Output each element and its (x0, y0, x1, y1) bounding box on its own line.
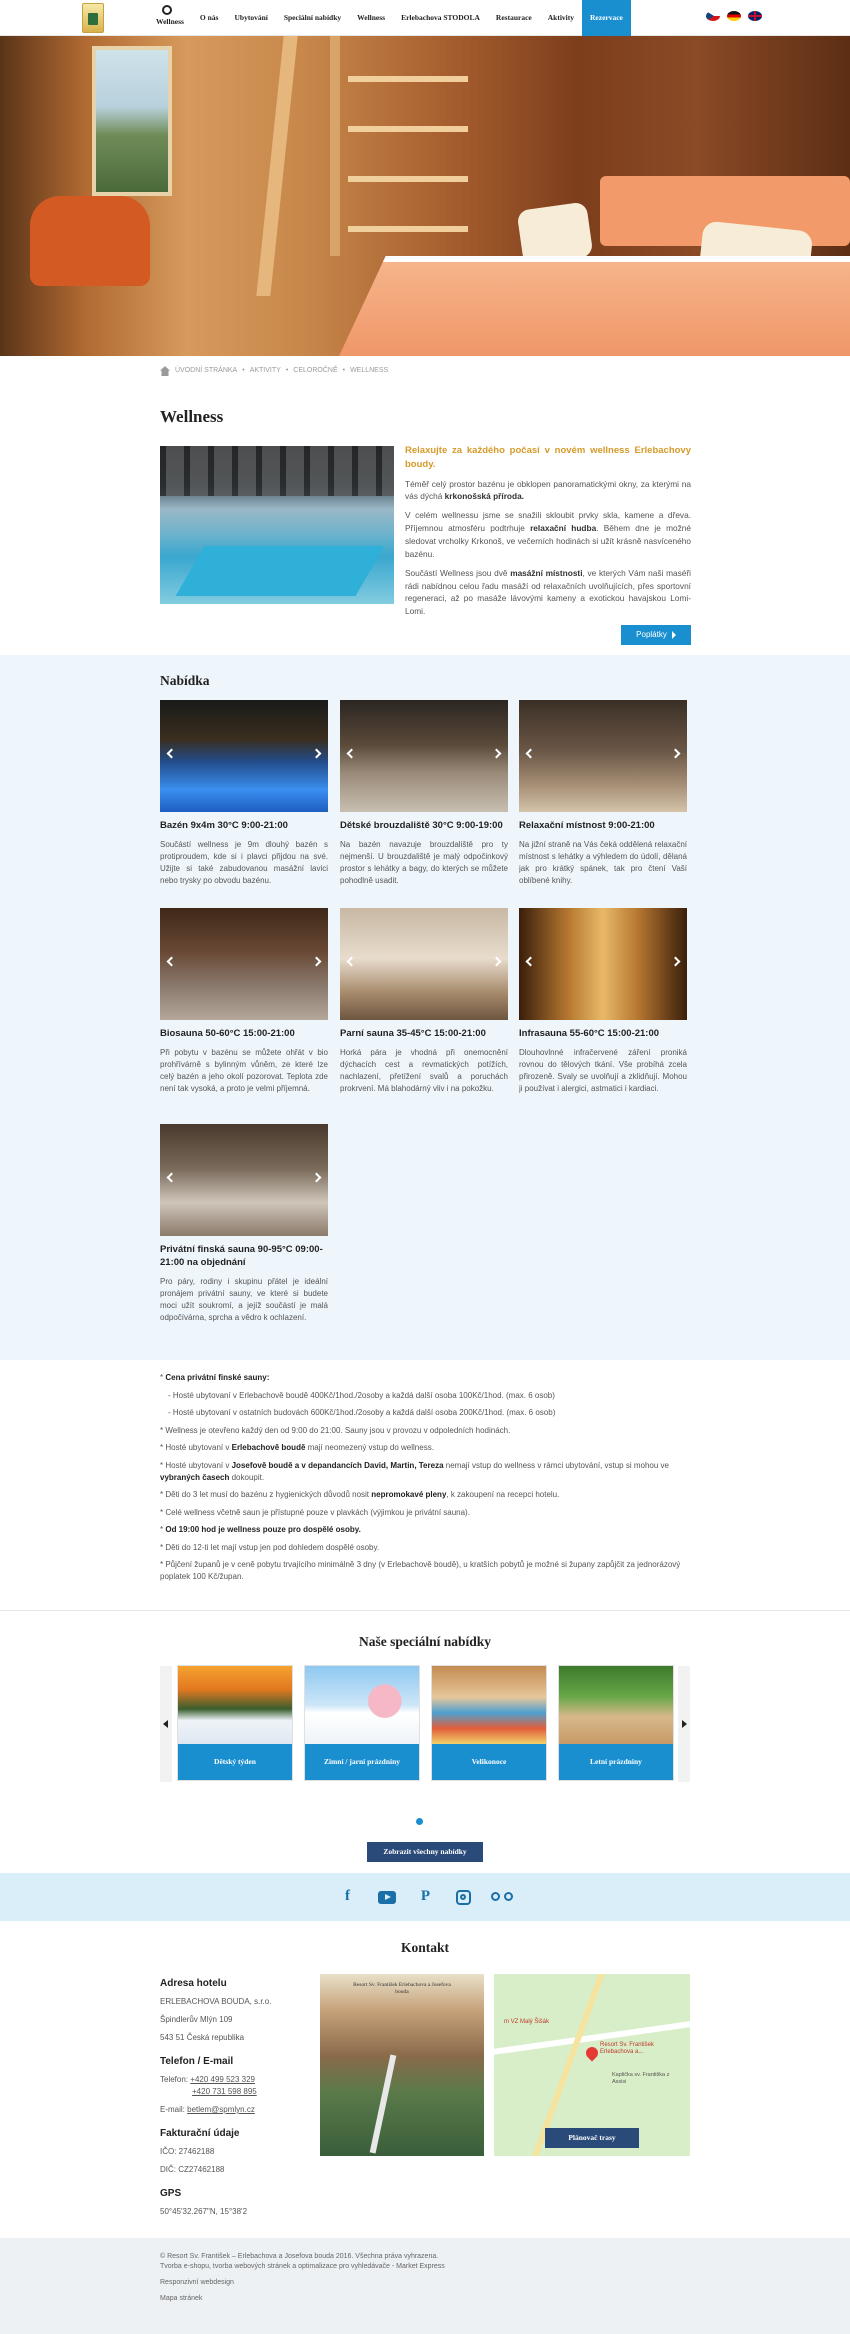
special-offer-summer-holidays[interactable]: Letní prázdniny (559, 1666, 673, 1780)
social-bar (0, 1873, 850, 1921)
breadcrumb-current: WELLNESS (350, 367, 389, 374)
offer-photo (432, 1666, 546, 1744)
breadcrumb-activities[interactable]: AKTIVITY (249, 367, 281, 374)
offer-card-relax-room: Relaxační místnost 9:00-21:00 Na jižní straně na Vás čeká oddělená relaxační místnost s lehátky a výhledem do údolí, dělaná jak pro krátký spánek, tak pro čtení Vaší oblíbené knihy. (519, 700, 687, 887)
fees-button[interactable]: Poplátky (621, 625, 691, 645)
chevron-left-icon[interactable] (526, 957, 536, 967)
breadcrumb-year-round[interactable]: CELOROČNĚ (293, 367, 338, 374)
breadcrumb-home[interactable]: ÚVODNÍ STRÁNKA (175, 367, 238, 374)
offer-card-biosauna: Biosauna 50-60°C 15:00-21:00 Při pobytu v bazénu se můžete ohřát v bio prohřívárně s bylinným vůněm, ze které lze celý bazén a jeho okolí pozorovat. Teplota zde není tak vysoká, a proto je velmi příjemná. (160, 908, 328, 1095)
header (0, 0, 850, 36)
intro-lead: Relaxujte za každého počasí v novém wellness Erlebachovy boudy. (405, 445, 691, 470)
chevron-right-icon[interactable] (492, 749, 502, 759)
sitemap-link[interactable]: Mapa stránek (160, 2295, 203, 2303)
nav-stodola[interactable]: Erlebachova STODOLA (401, 12, 480, 22)
responsive-link[interactable]: Responzivní webdesign (160, 2279, 234, 2287)
de-flag-icon[interactable] (727, 11, 741, 21)
instagram-icon[interactable] (456, 1890, 471, 1905)
carousel-prev-button[interactable] (160, 1666, 172, 1782)
nav-special-offers[interactable]: Speciální nabídky (283, 12, 342, 22)
offer-photo (178, 1666, 292, 1744)
divider (0, 1610, 850, 1611)
chevron-left-icon[interactable] (347, 957, 357, 967)
chevron-left-icon[interactable] (167, 1173, 177, 1183)
contact-info: Adresa hotelu ERLEBACHOVA BOUDA, s.r.o. Špindlerův Mlýn 109 543 51 Česká republika Telefon / E-mail Telefon: +420 499 523 329 +420 731 598 895 E-mail: betlem@spmlyn.cz Fakturační údaje IČO: 27462188 DIČ: CZ27462188 GPS 50°45'32.267"N, 15°38'2 (160, 1978, 272, 2216)
arrow-right-icon (672, 631, 676, 639)
offer-card-pool: Bazén 9x4m 30°C 9:00-21:00 Součástí wellness je 9m dlouhý bazén s protiproudem, kde si i plavci přijdou na své. Užijte si také zabudovanou masážní lavici nebo trysky po obvodu bazénu. (160, 700, 328, 887)
card-photo (160, 700, 328, 812)
card-photo (519, 908, 687, 1020)
intro-text: Relaxujte za každého počasí v novém wellness Erlebachovy boudy. Téměř celý prostor bazénu je obklopen panoramatickými okny, za kterými na vás dýchá krkonošská příroda. V celém wellnessu jsme se snažili skloubit prvky skla, kamene a dřeva. Příjemnou atmosféru podtrhuje relaxační hudba. Během dne je možné sledovat vrcholky Krkonoš, ve večerních hodinách si užít krásně nasvíceného bazénu. Součástí Wellness jsou dvě masážní místnosti, ve kterých Vám naši maséři rádi nabídnou celou řadu masáží od relaxačních uvolňujících, přes sportovní regeneraci, až po masáže lávovými kameny a exotickou havajskou Lomi-Lomi. (405, 445, 691, 617)
chevron-left-icon[interactable] (167, 749, 177, 759)
card-photo (160, 1124, 328, 1236)
card-photo (340, 908, 508, 1020)
wellness-notes: * Cena privátní finské sauny: - Hosté ubytovaní v Erlebachově boudě 400Kč/1hod./2osoby a každá další osoba 100Kč/1hod. (max. 6 osob) - Hosté ubytovaní v ostatních budovách 600Kč/1hod./2osoby a každá další osoba 200Kč/1hod. (max. 6 osob) * Wellness je otevřeno každý den od 9:00 do 21:00. Sauny jsou v provozu v odpoledních hodinách. * Hosté ubytovaní v Erlebachově boudě mají neomezený vstup do wellness. * Hosté ubytovaní v Josefově boudě a v depandancích David, Martin, Tereza nemají vstup do wellness v rámci ubytování, vstup si mohou ve vybraných časech dokoupit. * Děti do 3 let musí do bazénu z hygienických důvodů nosit nepromokavé pleny, k zakoupení na recepci hotelu. * Celé wellness včetně saun je přístupné pouze v plavkách (výjimkou je privátní sauna). * Od 19:00 hod je wellness pouze pro dospělé osoby. * Děti do 12-ti let mají vstup jen pod dohledem dospělé osoby. * Půjčení županů je v ceně pobytu trvajícího minimálně 3 dny (v Erlebachově boudě), u kratších pobytů je možné si župany zapůjčit za jednorázový poplatek 100 Kč/župan. (160, 1373, 681, 1581)
offer-card-infrasauna: Infrasauna 55-60°C 15:00-21:00 Dlouhovlnné infračervené záření proniká rovnou do tělových tkání. Vše probíhá zcela přirozeně. Svaly se uvolňují a zklidňují. Mohou ji používat i alergici, astmatici i kardiaci. (519, 908, 687, 1095)
page-title: Wellness (160, 407, 224, 426)
chevron-left-icon[interactable] (526, 749, 536, 759)
footer-text: © Resort Sv. František – Erlebachova a Josefova bouda 2016. Všechna práva vyhrazena. Tvorba e-shopu, tvorba webových stránek a optimalizace pro vyhledávače - Market Express Responzivní webdesign Mapa stránek (160, 2252, 445, 2311)
card-photo (340, 700, 508, 812)
resort-map-image[interactable]: Resort Sv. František Erlebachova a Josefova bouda (320, 1974, 484, 2156)
chevron-left-icon[interactable] (347, 749, 357, 759)
pool-photo (160, 446, 394, 604)
contact-title: Kontakt (400, 1940, 449, 1955)
nav-restaurant[interactable]: Restaurace (495, 12, 532, 22)
wellness-icon (162, 5, 172, 15)
offer-title: Nabídka (160, 673, 210, 688)
chevron-right-icon[interactable] (312, 957, 322, 967)
nav-wellness[interactable]: Wellness (357, 12, 386, 22)
hotel-logo[interactable] (82, 3, 104, 33)
credits-link[interactable]: Tvorba e-shopu, tvorba webových stránek a optimalizace pro vyhledávače - Market Express (160, 2263, 445, 2271)
youtube-icon[interactable] (378, 1891, 396, 1904)
chevron-right-icon[interactable] (312, 1173, 322, 1183)
card-photo (519, 700, 687, 812)
special-offer-kids-week[interactable]: Dětský týden (178, 1666, 292, 1780)
offer-photo (559, 1666, 673, 1744)
offer-card-private-sauna: Privátní finská sauna 90-95°C 09:00-21:00 na objednání Pro páry, rodiny i skupinu přátel je ideální pronájem privátní sauny, ve které si budete moci užít soukromí, a jejíž součástí je malá odpočívárna, sprcha a vědro k ochlazení. (160, 1124, 328, 1324)
chevron-left-icon[interactable] (167, 957, 177, 967)
facebook-icon[interactable]: f (345, 1888, 350, 1905)
nav-wellness-home[interactable]: Wellness (148, 0, 192, 36)
breadcrumb: ÚVODNÍ STRÁNKA • AKTIVITY • CELOROČNĚ • WELLNESS (160, 366, 388, 376)
google-map[interactable]: m VZ Malý Šišák Resort Sv. František Erlebachova a... Kaplička sv. Františka z Assisi (494, 1974, 690, 2156)
phone-link-2[interactable]: +420 731 598 895 (192, 2087, 257, 2096)
en-flag-icon[interactable] (748, 11, 762, 21)
carousel-dot[interactable] (416, 1818, 423, 1825)
chevron-right-icon[interactable] (671, 749, 681, 759)
offer-card-kids-pool: Dětské brouzdaliště 30°C 9:00-19:00 Na bazén navazuje brouzdaliště pro ty nejmenší. U brouzdaliště je malý odpočinkový prostor s lehátky a bagy, do kterých se můžete pohodlně usadit. (340, 700, 508, 887)
nav-activities[interactable]: Aktivity (547, 12, 574, 22)
nav-about[interactable]: O nás (199, 12, 219, 22)
hero-image (0, 36, 850, 356)
home-icon[interactable] (160, 366, 170, 376)
route-planner-button[interactable]: Plánovač trasy (545, 2128, 639, 2148)
chevron-right-icon[interactable] (312, 749, 322, 759)
special-offer-winter-holidays[interactable]: Zimní / jarní prázdniny (305, 1666, 419, 1780)
carousel-next-button[interactable] (678, 1666, 690, 1782)
pinterest-icon[interactable]: P (420, 1888, 431, 1905)
nav-accommodation[interactable]: Ubytování (234, 12, 268, 22)
offer-card-steam-sauna: Parní sauna 35-45°C 15:00-21:00 Horká pára je vhodná při onemocnění dýchacích cest a revmatických potížích, nachlazení, přetížení svalů a poruchách prokrvení. Má blahodárný vliv i na pokožku. (340, 908, 508, 1095)
nav-reservation[interactable]: Rezervace (582, 0, 631, 36)
tripadvisor-icon[interactable] (491, 1890, 513, 1904)
phone-link-1[interactable]: +420 499 523 329 (190, 2075, 255, 2084)
map-pin-icon[interactable] (584, 2045, 601, 2062)
show-all-offers-button[interactable]: Zobrazit všechny nabídky (367, 1842, 483, 1862)
offer-photo (305, 1666, 419, 1744)
special-offer-easter[interactable]: Velikonoce (432, 1666, 546, 1780)
chevron-right-icon[interactable] (492, 957, 502, 967)
special-offers-carousel (160, 1666, 690, 1782)
card-photo (160, 908, 328, 1020)
chevron-right-icon[interactable] (671, 957, 681, 967)
email-link[interactable]: betlem@spmlyn.cz (187, 2105, 255, 2114)
main-nav (148, 0, 631, 36)
special-offers-title: Naše speciální nabídky (358, 1634, 492, 1649)
language-switcher (706, 11, 762, 21)
cz-flag-icon[interactable] (706, 11, 720, 21)
